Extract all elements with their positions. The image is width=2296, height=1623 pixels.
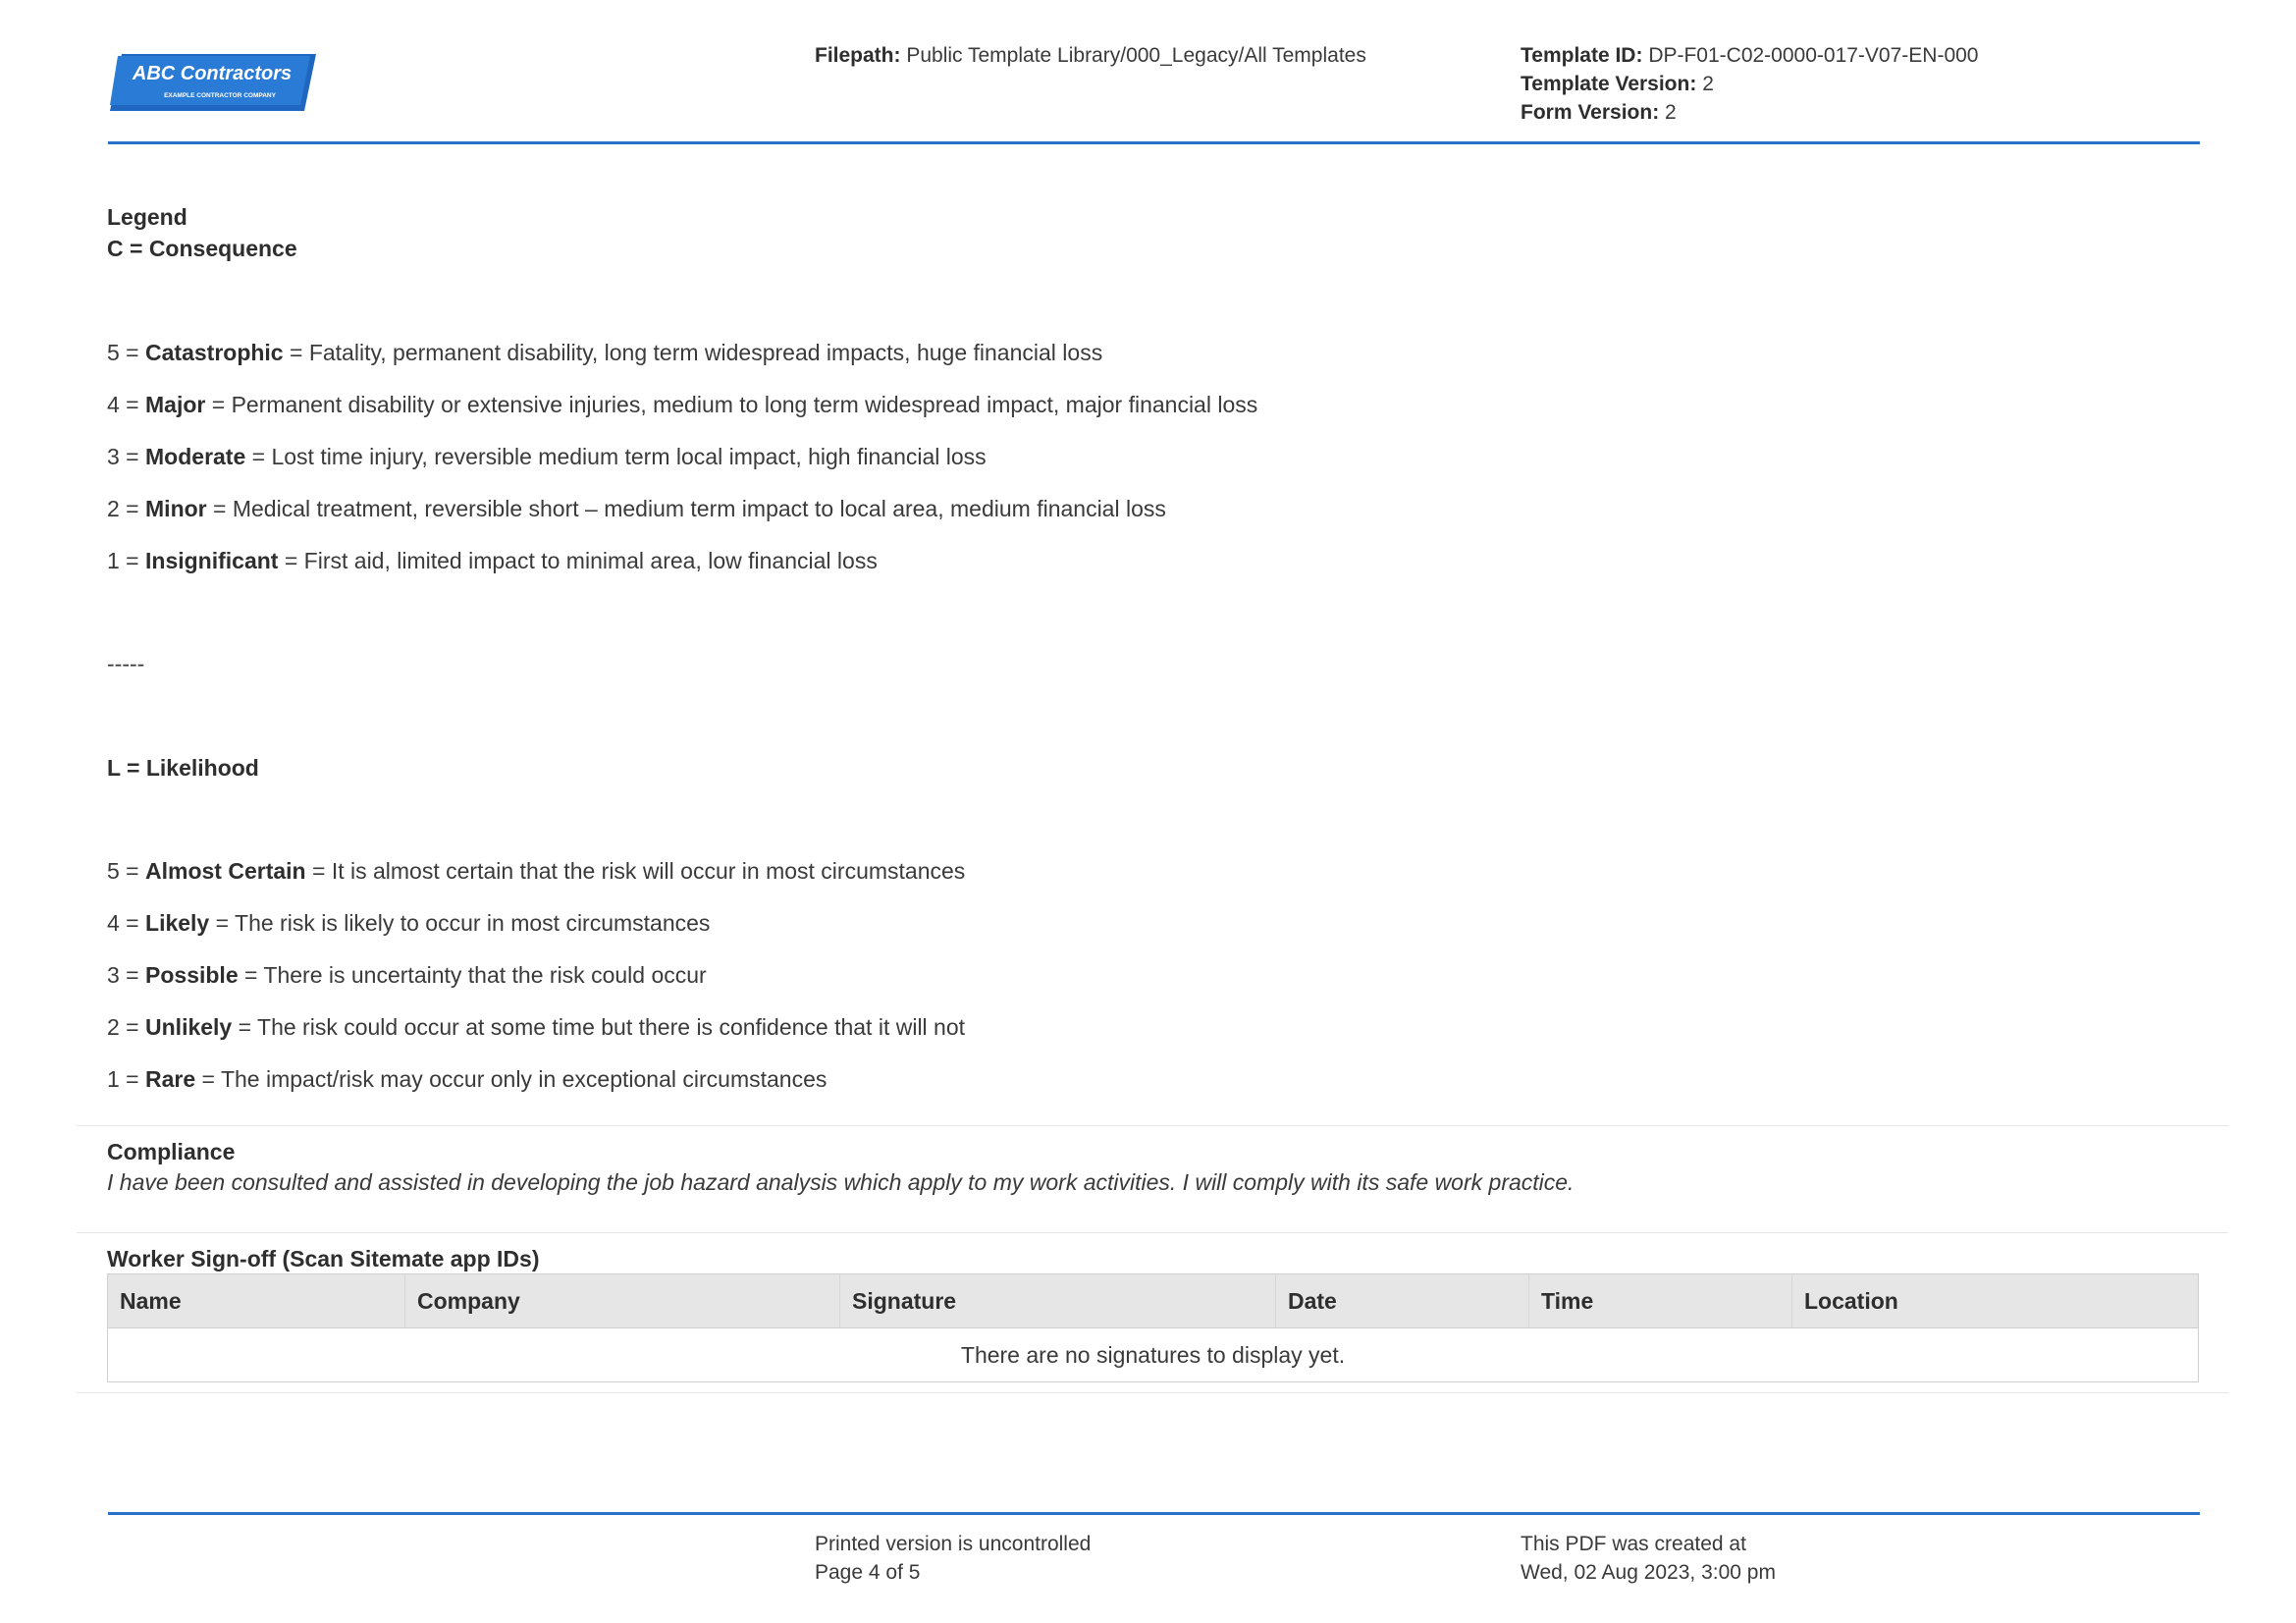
template-id <box>1521 41 1978 70</box>
consequence-heading: C = Consequence <box>107 236 297 261</box>
likelihood-heading: L = Likelihood <box>107 755 259 781</box>
signoff-table <box>107 1273 2199 1382</box>
template-id-value: DP-F01-C02-0000-017-V07-EN-000 <box>1648 44 1979 67</box>
column-header-date: Date <box>1276 1274 1529 1328</box>
table-header-row <box>108 1274 2199 1328</box>
created-timestamp: Wed, 02 Aug 2023, 3:00 pm <box>1521 1561 1776 1584</box>
logo-name: ABC Contractors <box>132 63 293 84</box>
column-header-name: Name <box>108 1274 405 1328</box>
column-header-company: Company <box>405 1274 840 1328</box>
consequence-item: 5 = Catastrophic = Fatality, permanent disability, long term widespread impacts, huge financial loss <box>107 340 1103 365</box>
likelihood-list <box>107 855 965 1115</box>
table-row <box>108 1328 2199 1382</box>
compliance-title: Compliance <box>107 1139 236 1164</box>
footer-center <box>815 1530 1091 1587</box>
consequence-item: 4 = Major = Permanent disability or extensive injuries, medium to long term widespread impact, major financial loss <box>107 392 1258 417</box>
created-label: This PDF was created at <box>1521 1533 1746 1555</box>
section-divider <box>77 1125 2228 1126</box>
likelihood-item: 3 = Possible = There is uncertainty that the risk could occur <box>107 962 707 988</box>
template-meta <box>1521 41 1978 127</box>
consequence-list <box>107 337 1257 597</box>
column-header-signature: Signature <box>840 1274 1276 1328</box>
footer-rule <box>108 1512 2200 1515</box>
footer-right <box>1521 1530 1776 1587</box>
compliance-statement: I have been consulted and assisted in developing the job hazard analysis which apply to my work activities. I will comply with its safe work practice. <box>107 1169 1575 1195</box>
logo-tagline: EXAMPLE CONTRACTOR COMPANY <box>164 92 276 99</box>
section-divider <box>77 1392 2228 1393</box>
company-logo <box>110 54 316 111</box>
signoff-title: Worker Sign-off (Scan Sitemate app IDs) <box>107 1246 540 1271</box>
likelihood-item: 2 = Unlikely = The risk could occur at some time but there is confidence that it will not <box>107 1014 966 1040</box>
filepath <box>815 41 1366 71</box>
likelihood-item: 5 = Almost Certain = It is almost certain that the risk will occur in most circumstances <box>107 858 966 884</box>
column-header-time: Time <box>1529 1274 1792 1328</box>
form-version <box>1521 98 1978 127</box>
template-version-value: 2 <box>1702 73 1714 95</box>
column-header-location: Location <box>1792 1274 2199 1328</box>
page-number: Page 4 of 5 <box>815 1561 921 1584</box>
form-version-label: Form Version: <box>1521 101 1660 124</box>
template-version-label: Template Version: <box>1521 73 1697 95</box>
template-version <box>1521 70 1978 98</box>
section-divider <box>77 1232 2228 1233</box>
header-rule <box>108 141 2200 144</box>
consequence-item: 2 = Minor = Medical treatment, reversible short – medium term impact to local area, medium financial loss <box>107 496 1166 521</box>
form-version-value: 2 <box>1665 101 1677 124</box>
filepath-value: Public Template Library/000_Legacy/All Templates <box>906 44 1366 67</box>
likelihood-item: 4 = Likely = The risk is likely to occur in most circumstances <box>107 910 711 936</box>
uncontrolled-notice: Printed version is uncontrolled <box>815 1533 1092 1555</box>
consequence-item: 3 = Moderate = Lost time injury, reversible medium term local impact, high financial loss <box>107 444 987 469</box>
filepath-label: Filepath: <box>815 44 901 67</box>
legend-title: Legend <box>107 204 187 230</box>
consequence-item: 1 = Insignificant = First aid, limited impact to minimal area, low financial loss <box>107 548 878 573</box>
likelihood-item: 1 = Rare = The impact/risk may occur only in exceptional circumstances <box>107 1066 828 1092</box>
template-id-label: Template ID: <box>1521 44 1643 67</box>
empty-signatures-message: There are no signatures to display yet. <box>960 1341 1346 1368</box>
legend-separator: ----- <box>107 651 145 676</box>
